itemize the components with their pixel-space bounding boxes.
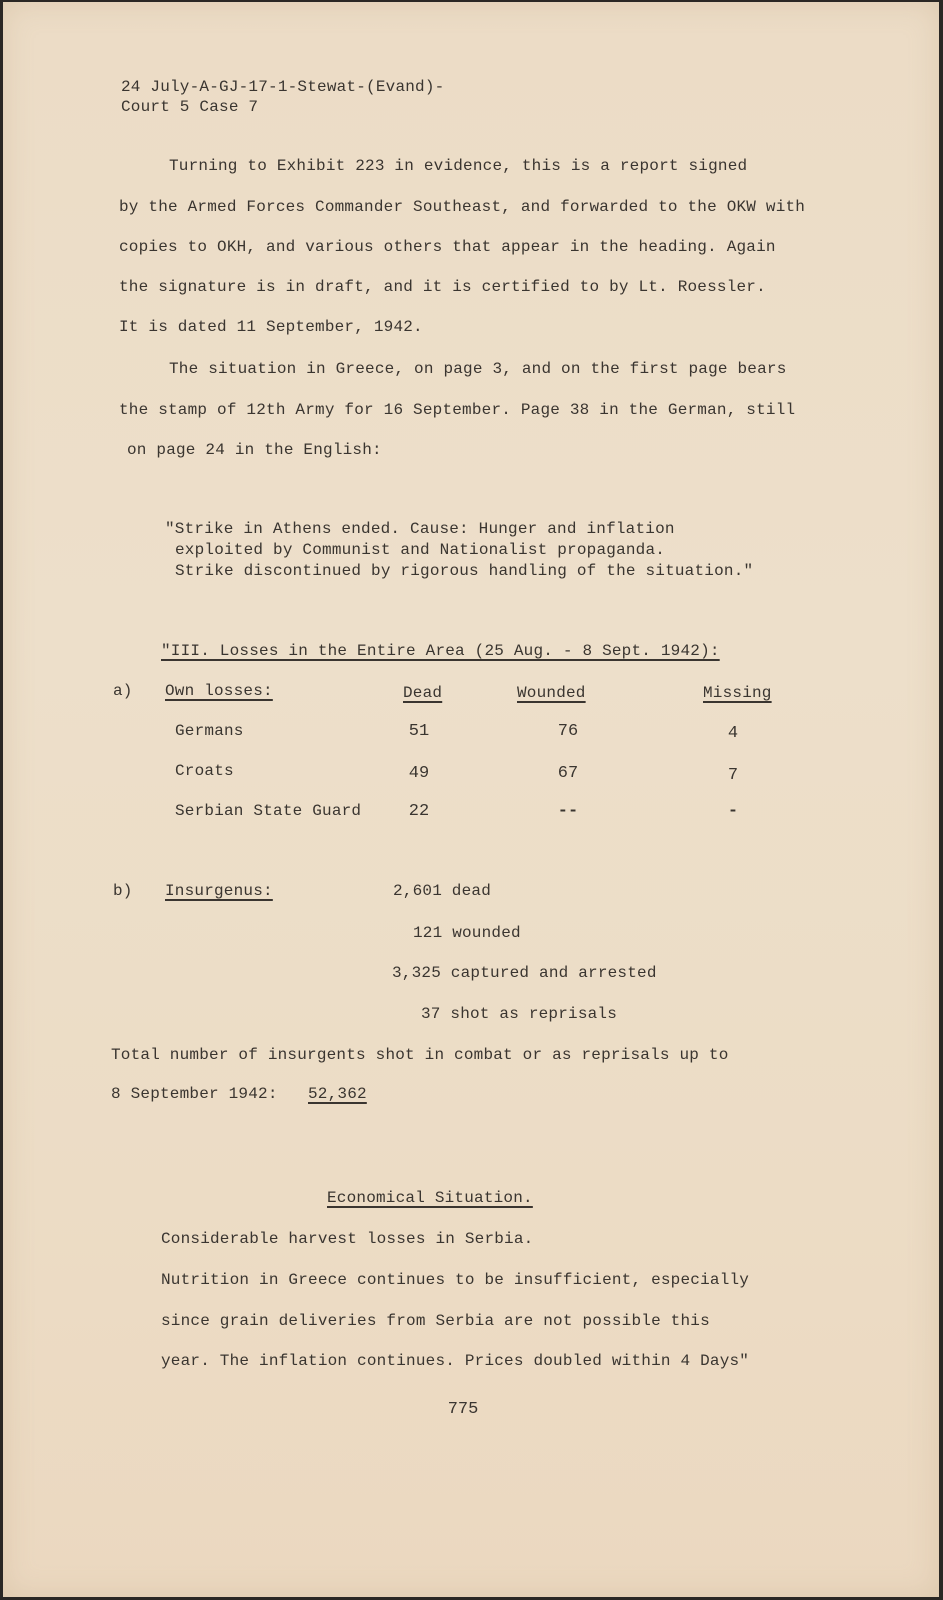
economic-line: year. The inflation continues. Prices doubled within 4 Days" — [161, 1352, 750, 1370]
paragraph2-line: the stamp of 12th Army for 16 September. Page 38 in the German, still — [119, 401, 796, 419]
column-header-missing: Missing — [703, 684, 772, 702]
quote-line: "Strike in Athens ended. Cause: Hunger and inflation — [165, 520, 675, 538]
total-line-2: 8 September 1942: — [111, 1085, 278, 1103]
table-cell-missing: 7 — [727, 766, 739, 785]
table-cell-missing: 4 — [727, 724, 739, 743]
paragraph2-line: on page 24 in the English: — [127, 441, 382, 459]
page-number: 775 — [447, 1400, 479, 1419]
total-line-1: Total number of insurgents shot in combat or as reprisals up to — [111, 1046, 729, 1064]
table-cell-wounded: 67 — [557, 764, 579, 783]
paragraph1-line: copies to OKH, and various others that appear in the heading. Again — [119, 238, 776, 256]
table-cell-dead: 22 — [408, 802, 430, 821]
insurgents-item: 37 shot as reprisals — [421, 1005, 618, 1023]
quote-line: exploited by Communist and Nationalist propaganda. — [175, 541, 666, 559]
insurgents-item: 2,601 dead — [393, 882, 492, 900]
insurgents-label: Insurgenus: — [165, 882, 273, 900]
paragraph1-line: by the Armed Forces Commander Southeast, and forwarded to the OKW with — [119, 198, 806, 216]
insurgents-item: 121 wounded — [413, 924, 521, 942]
table-row-name: Serbian State Guard — [175, 802, 362, 820]
table-cell-missing: - — [727, 802, 739, 821]
table-cell-wounded: 76 — [557, 722, 579, 741]
own-losses-marker: a) — [113, 682, 133, 700]
header-line-2: Court 5 Case 7 — [121, 98, 259, 116]
total-value: 52,362 — [308, 1085, 367, 1103]
document-page — [3, 2, 939, 1597]
economic-heading: Economical Situation. — [327, 1189, 533, 1207]
economic-line: since grain deliveries from Serbia are not possible this — [161, 1312, 710, 1330]
table-row-name: Croats — [175, 762, 234, 780]
table-cell-dead: 51 — [408, 722, 430, 741]
paragraph1-line: Turning to Exhibit 223 in evidence, this is a report signed — [169, 157, 748, 175]
economic-line: Nutrition in Greece continues to be insufficient, especially — [161, 1271, 750, 1289]
column-header-dead: Dead — [403, 684, 443, 702]
table-cell-dead: 49 — [408, 764, 430, 783]
paragraph1-line: It is dated 11 September, 1942. — [119, 318, 423, 336]
losses-heading: "III. Losses in the Entire Area (25 Aug. - 8 Sept. 1942): — [161, 642, 720, 660]
column-header-wounded: Wounded — [517, 684, 586, 702]
header-line-1: 24 July-A-GJ-17-1-Stewat-(Evand)- — [121, 78, 445, 96]
paragraph1-line: the signature is in draft, and it is certified to by Lt. Roessler. — [119, 278, 766, 296]
paragraph2-line: The situation in Greece, on page 3, and on the first page bears — [169, 360, 787, 378]
own-losses-label: Own losses: — [165, 682, 273, 700]
table-cell-wounded: -- — [557, 802, 579, 821]
economic-line: Considerable harvest losses in Serbia. — [161, 1230, 534, 1248]
insurgents-marker: b) — [113, 882, 133, 900]
quote-line: Strike discontinued by rigorous handling of the situation." — [175, 562, 754, 580]
table-row-name: Germans — [175, 722, 244, 740]
insurgents-item: 3,325 captured and arrested — [392, 964, 657, 982]
